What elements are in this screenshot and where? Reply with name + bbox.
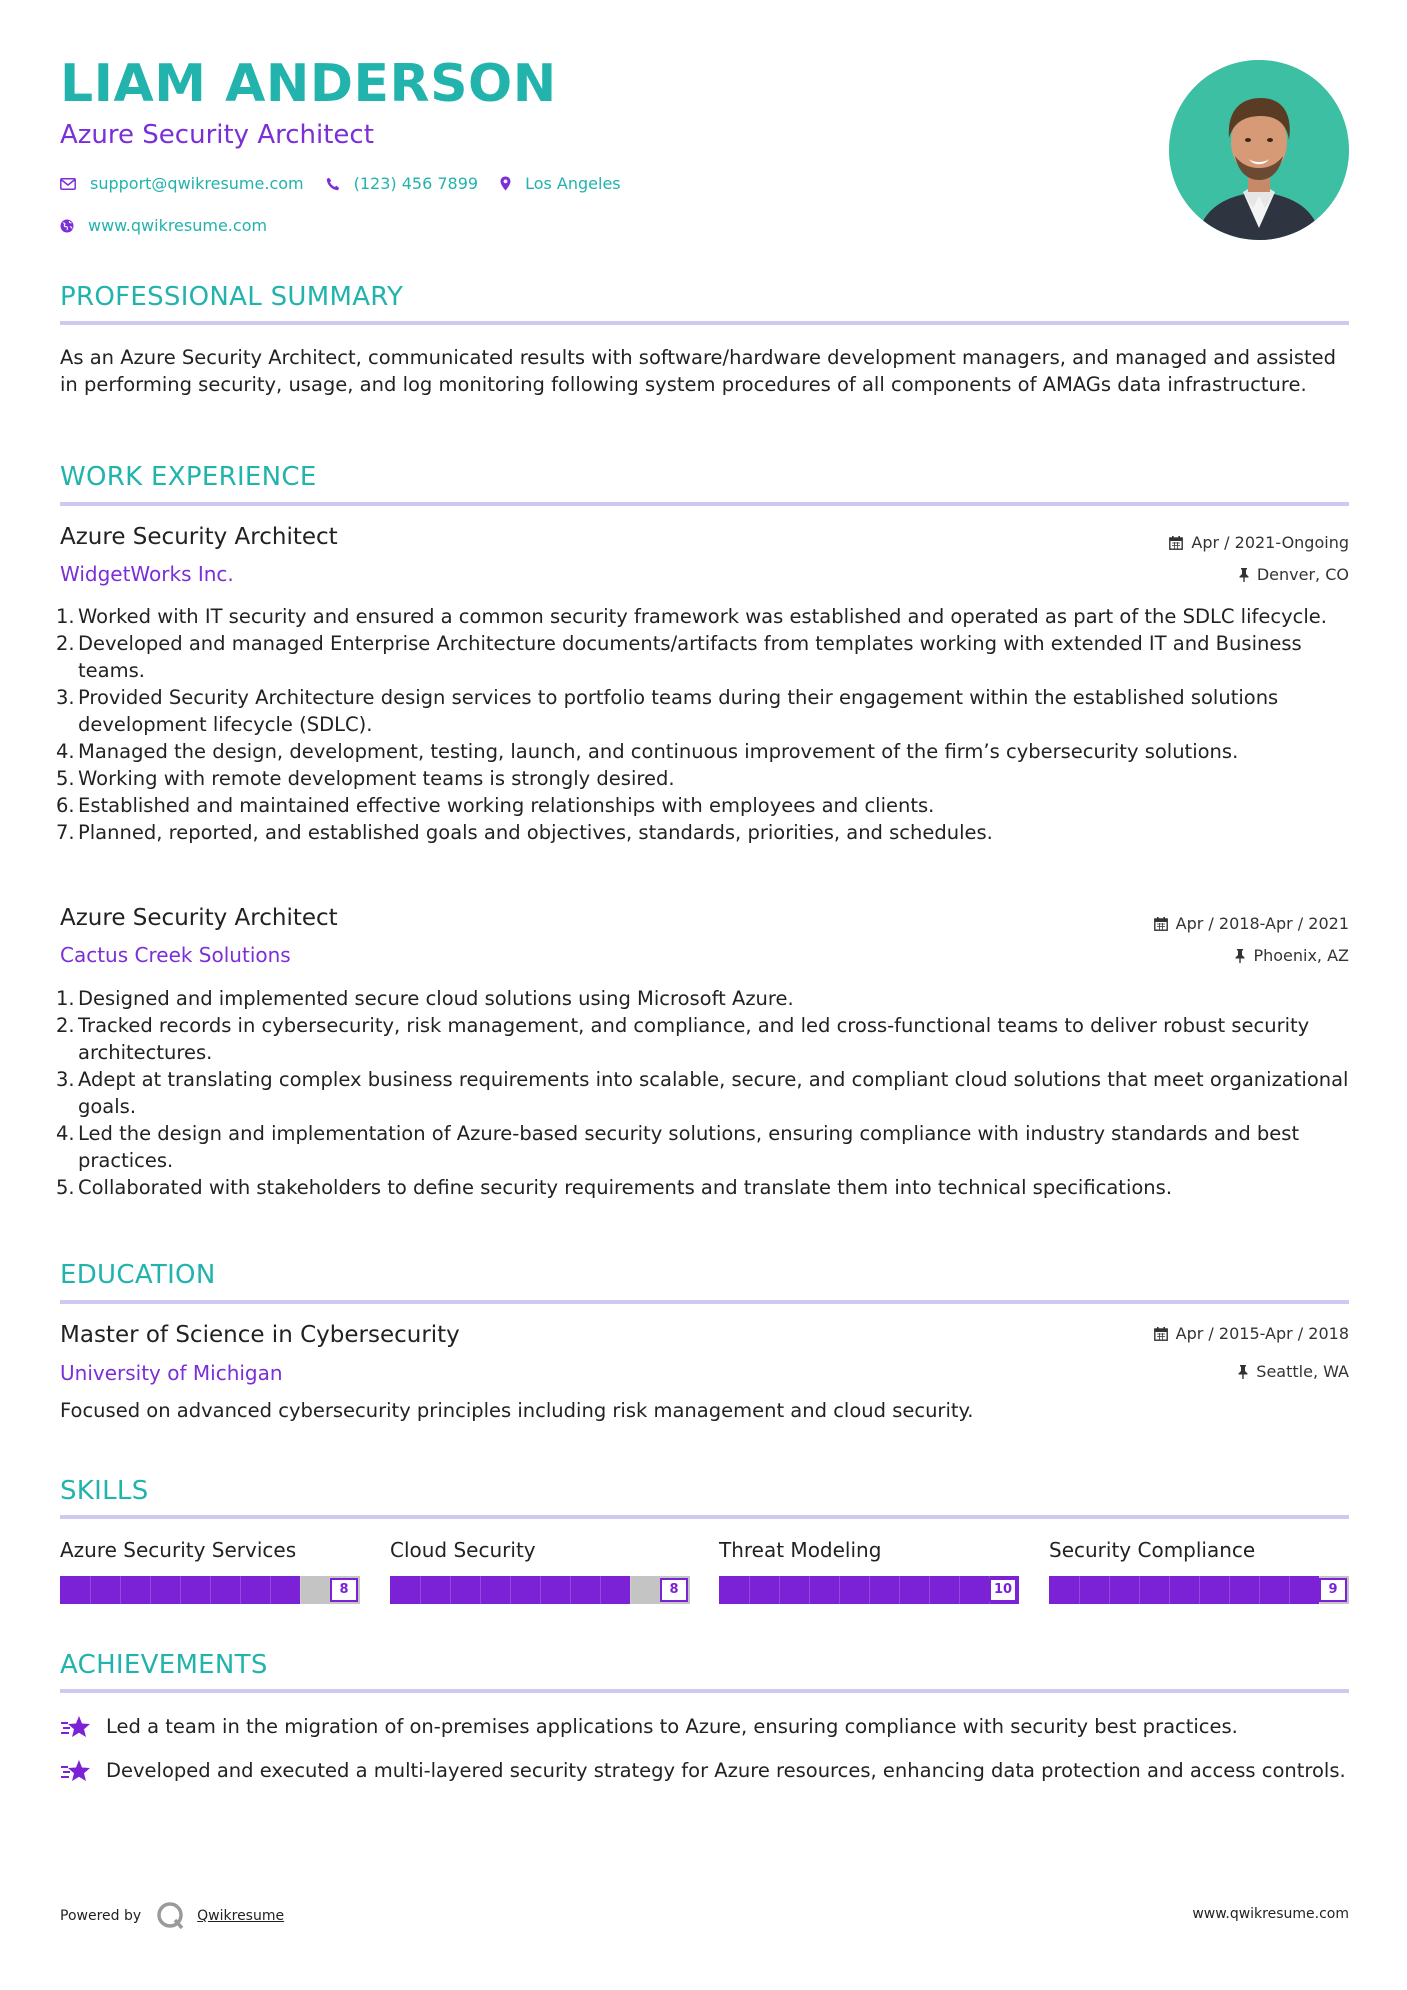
skill-bar-segment <box>779 1576 780 1604</box>
profile-photo <box>1169 60 1349 240</box>
experience-divider <box>60 502 1349 506</box>
phone-icon <box>326 177 340 191</box>
list-item: 2. Developed and managed Enterprise Architecture documents/artifacts from templates working with extended IT and Business teams. <box>56 632 1302 682</box>
skill-bar-segment <box>749 1576 750 1604</box>
skill-bar-segment <box>929 1576 930 1604</box>
school-name: University of Michigan <box>60 1361 283 1385</box>
job-company: WidgetWorks Inc. <box>60 562 234 586</box>
job-location-text: Denver, CO <box>1256 565 1349 584</box>
skill-bar-segment <box>1109 1576 1110 1604</box>
phone-text: (123) 456 7899 <box>353 174 479 193</box>
summary-text: As an Azure Security Architect, communicated results with software/hardware development managers, and managed and assisted in performing security, usage, and log monitoring following system procedures of all components of AMAGs data infrastructure. <box>60 346 1337 396</box>
skill-score: 8 <box>330 1578 358 1602</box>
list-item: 1. Worked with IT security and ensured a common security framework was established and operated as part of the SDLC lifecycle. <box>56 605 1327 628</box>
experience-heading: WORK EXPERIENCE <box>60 462 317 492</box>
skill-item <box>719 1538 1019 1597</box>
skill-bar-segment <box>839 1576 840 1604</box>
skill-bar-segment <box>809 1576 810 1604</box>
skill-bar-segment <box>1259 1576 1260 1604</box>
education-heading: EDUCATION <box>60 1260 216 1290</box>
globe-icon <box>60 219 74 233</box>
skill-bar-segment <box>540 1576 541 1604</box>
education-dates-text: Apr / 2015-Apr / 2018 <box>1175 1324 1349 1343</box>
star-icon <box>60 1715 92 1739</box>
skill-bar-segment <box>180 1576 181 1604</box>
skill-bar-segment <box>90 1576 91 1604</box>
skill-bar <box>60 1576 360 1604</box>
skill-bar-segment <box>420 1576 421 1604</box>
skill-bar-segment <box>120 1576 121 1604</box>
avatar <box>1169 60 1349 240</box>
job-dates-text: Apr / 2021-Ongoing <box>1191 533 1349 552</box>
list-item: 3. Adept at translating complex business requirements into scalable, secure, and compliant cloud solutions that meet organizational goals. <box>56 1068 1349 1118</box>
list-item: 5. Working with remote development teams is strongly desired. <box>56 767 675 790</box>
job-dates <box>1154 914 1349 933</box>
education-location-text: Seattle, WA <box>1256 1362 1349 1381</box>
job-location <box>1239 565 1349 584</box>
job-company: Cactus Creek Solutions <box>60 943 291 967</box>
achievement-text: Led a team in the migration of on-premises applications to Azure, ensuring compliance with security best practices. <box>106 1715 1238 1738</box>
skill-item <box>1049 1538 1349 1597</box>
achievements-divider <box>60 1689 1349 1693</box>
skill-bar-segment <box>300 1576 301 1604</box>
skill-item <box>60 1538 360 1597</box>
skill-name: Security Compliance <box>1049 1538 1256 1562</box>
list-item: 5. Collaborated with stakeholders to define security requirements and translate them into technical specifications. <box>56 1176 1173 1199</box>
pushpin-icon <box>1238 1365 1248 1379</box>
skill-name: Threat Modeling <box>719 1538 882 1562</box>
skill-bar-segment <box>240 1576 241 1604</box>
skills-divider <box>60 1515 1349 1519</box>
skill-item <box>390 1538 690 1597</box>
candidate-name: LIAM ANDERSON <box>60 54 557 114</box>
skill-bar-segment <box>1289 1576 1290 1604</box>
summary-divider <box>60 321 1349 325</box>
skill-bar <box>1049 1576 1349 1604</box>
skill-name: Azure Security Services <box>60 1538 297 1562</box>
skill-bar-segment <box>450 1576 451 1604</box>
education-dates <box>1154 1324 1349 1343</box>
calendar-icon <box>1154 1327 1168 1341</box>
skill-bar-segment <box>899 1576 900 1604</box>
job-bullets <box>56 603 1349 846</box>
location-text: Los Angeles <box>525 174 621 193</box>
list-item: 4. Led the design and implementation of Azure-based security solutions, ensuring compliance with industry standards and best practices. <box>56 1122 1300 1172</box>
skill-bar-segment <box>959 1576 960 1604</box>
skill-score: 9 <box>1319 1578 1347 1602</box>
powered-by-label: Powered by <box>60 1908 142 1924</box>
contact-row <box>60 174 643 193</box>
envelope-icon <box>60 178 76 190</box>
skill-bar-segment <box>510 1576 511 1604</box>
skill-bar-segment <box>600 1576 601 1604</box>
degree-title: Master of Science in Cybersecurity <box>60 1322 460 1348</box>
skill-bar-segment <box>270 1576 271 1604</box>
achievements-heading: ACHIEVEMENTS <box>60 1650 268 1680</box>
contact-website[interactable] <box>60 216 267 235</box>
achievement-text: Developed and executed a multi-layered security strategy for Azure resources, enhancing data protection and access controls. <box>106 1759 1346 1782</box>
education-location <box>1238 1362 1349 1381</box>
list-item: 2. Tracked records in cybersecurity, risk management, and compliance, and led cross-functional teams to deliver robust security architectures. <box>56 1014 1310 1064</box>
skill-bar-fill <box>1049 1576 1319 1604</box>
skill-bar-segment <box>1169 1576 1170 1604</box>
job-dates <box>1169 533 1349 552</box>
footer-powered-by <box>60 1900 284 1932</box>
candidate-title: Azure Security Architect <box>60 120 374 150</box>
list-item: 1. Designed and implemented secure cloud solutions using Microsoft Azure. <box>56 987 794 1010</box>
achievement-item <box>60 1757 1349 1784</box>
website-text: www.qwikresume.com <box>88 216 268 235</box>
skill-bar-segment <box>210 1576 211 1604</box>
skill-name: Cloud Security <box>390 1538 536 1562</box>
skill-bar-segment <box>1139 1576 1140 1604</box>
footer-website[interactable]: www.qwikresume.com <box>1192 1906 1349 1922</box>
list-item: 7. Planned, reported, and established goals and objectives, standards, priorities, and schedules. <box>56 821 993 844</box>
summary-heading: PROFESSIONAL SUMMARY <box>60 282 404 312</box>
list-item: 3. Provided Security Architecture design services to portfolio teams during their engagement within the established solutions development lifecycle (SDLC). <box>56 686 1279 736</box>
job-location <box>1235 946 1349 965</box>
job-dates-text: Apr / 2018-Apr / 2021 <box>1175 914 1349 933</box>
skill-bar-segment <box>630 1576 631 1604</box>
map-pin-icon <box>500 176 511 191</box>
skill-bar-segment <box>1079 1576 1080 1604</box>
qwikresume-logo-icon <box>155 1900 187 1932</box>
pushpin-icon <box>1235 949 1245 963</box>
skill-bar <box>719 1576 1019 1604</box>
skill-bar-segment <box>869 1576 870 1604</box>
email-text: support@qwikresume.com <box>90 174 304 193</box>
skill-bar-segment <box>480 1576 481 1604</box>
skill-bar-segment <box>1199 1576 1200 1604</box>
job-title: Azure Security Architect <box>60 524 338 550</box>
job-bullets <box>56 985 1349 1201</box>
contact-location <box>500 174 621 193</box>
skill-bar <box>390 1576 690 1604</box>
skill-bar-segment <box>1229 1576 1230 1604</box>
achievement-item <box>60 1713 1349 1740</box>
contact-email[interactable] <box>60 174 304 193</box>
skill-score: 8 <box>660 1578 688 1602</box>
skill-bar-segment <box>150 1576 151 1604</box>
education-description: Focused on advanced cybersecurity principles including risk management and cloud security. <box>60 1399 974 1422</box>
skill-score: 10 <box>989 1578 1017 1602</box>
qwikresume-link[interactable]: Qwikresume <box>197 1908 285 1924</box>
list-item: 6. Established and maintained effective working relationships with employees and clients. <box>56 794 935 817</box>
job-title: Azure Security Architect <box>60 905 338 931</box>
list-item: 4. Managed the design, development, testing, launch, and continuous improvement of the firm’s cybersecurity solutions. <box>56 740 1239 763</box>
skills-heading: SKILLS <box>60 1476 149 1506</box>
website-row <box>60 216 289 235</box>
contact-phone[interactable] <box>326 174 478 193</box>
calendar-icon <box>1169 536 1183 550</box>
skill-bar-segment <box>570 1576 571 1604</box>
education-divider <box>60 1300 1349 1304</box>
star-icon <box>60 1759 92 1783</box>
calendar-icon <box>1154 917 1168 931</box>
job-location-text: Phoenix, AZ <box>1253 946 1349 965</box>
pushpin-icon <box>1239 568 1249 582</box>
